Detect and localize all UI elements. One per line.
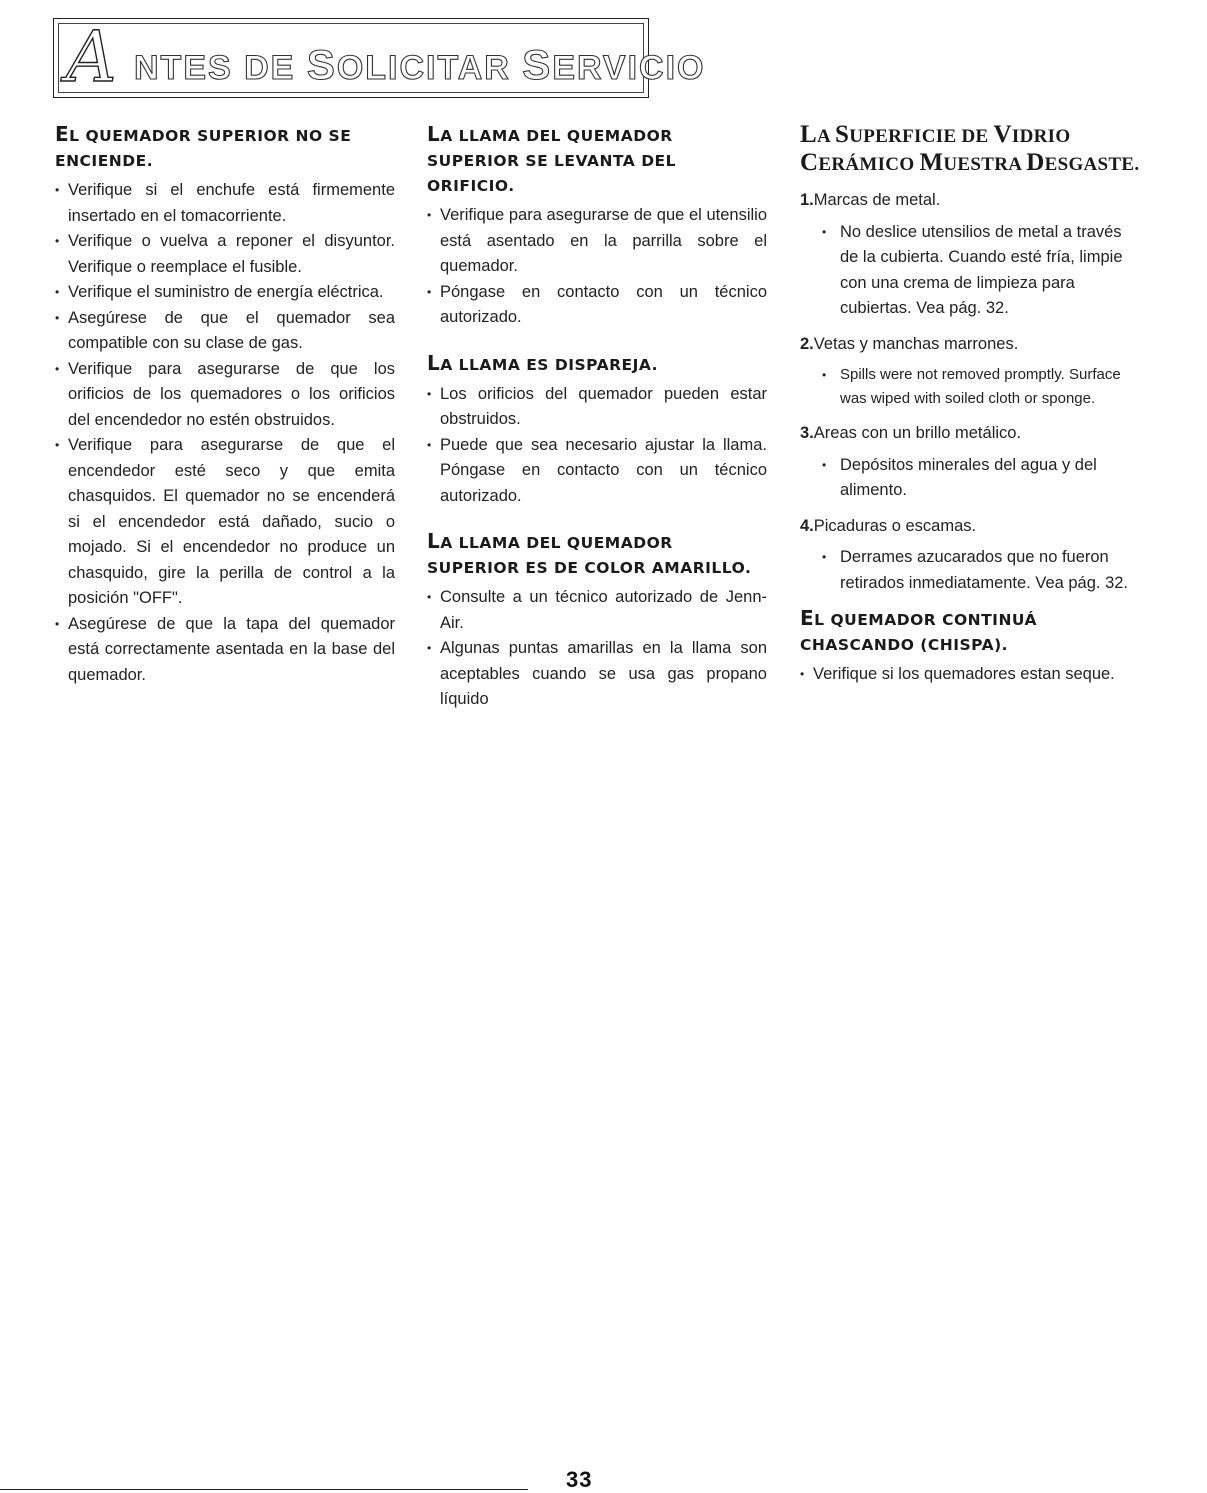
numbered-item: 3.Areas con un brillo metálico. [800,424,1022,442]
list-item: • Verifique o vuelva a reponer el disyuntor. Verifique o reemplace el fusible. [55,229,395,280]
page-number: 33 [566,1467,593,1492]
section-heading-flame-yellow: LA LLAMA DEL QUEMADOR SUPERIOR ES DE COLOR AMARILLO. [427,529,752,577]
list-item: • Póngase en contacto con un técnico autorizado. [427,280,767,331]
section-heading-keeps-clicking: EL QUEMADOR CONTINUÁ CHASCANDO (CHISPA). [800,606,1038,654]
sub-bullet-list [800,453,1140,504]
column-middle [427,122,767,733]
list-item: • Verifique para asegurarse de que el encendedor esté seco y que emita chasquidos. El quemador no se encenderá si el encendedor está dañado, sucio o mojado. Si el encendedor no produce un chasquido, gire la perilla de control a la posición "OFF". [55,433,395,612]
section-heading-glass-surface-wear: LA SUPERFICIE DE VIDRIO CERÁMICO MUESTRA DESGASTE. [800,121,1140,176]
numbered-item: 1.Marcas de metal. [800,191,941,209]
title-cap-3: S [522,41,553,88]
section-heading-flame-uneven: LA LLAMA ES DISPAREJA. [427,350,659,375]
bullet-list [800,662,1140,688]
numbered-item: 4.Picaduras o escamas. [800,516,977,535]
bullet-list [427,382,767,510]
list-item: • No deslice utensilios de metal a través de la cubierta. Cuando esté fría, limpie con una crema de limpieza para cubiertas. Vea pág. 32. [822,220,1140,322]
title-part-1: NTES DE [134,49,307,87]
title-cap-2: S [306,41,337,88]
bullet-list [55,178,395,688]
page-title-box [53,16,706,98]
list-item: • Asegúrese de que la tapa del quemador está correctamente asentada en la base del quemador. [55,612,395,689]
footer-rule [0,1489,528,1490]
column-left [55,122,395,708]
list-item: • Consulte a un técnico autorizado de Jenn-Air. [427,585,767,636]
bullet-list [427,585,767,713]
column-right [800,122,1140,708]
list-item: • Los orificios del quemador pueden estar obstruidos. [427,382,767,433]
list-item: • Algunas puntas amarillas en la llama son aceptables cuando se usa gas propano líquido [427,636,767,713]
sub-bullet-list [800,220,1140,322]
numbered-item: 2.Vetas y manchas marrones. [800,334,1019,353]
list-item: • Verifique si el enchufe está firmemente insertado en el tomacorriente. [55,178,395,229]
section-heading-burner-not-lighting: EL QUEMADOR SUPERIOR NO SE ENCIENDE. [55,122,352,170]
title-initial-letter: A [66,16,117,98]
list-item: • Verifique para asegurarse de que el utensilio está asentado en la parrilla sobre el quemador. [427,203,767,280]
list-item: • Puede que sea necesario ajustar la llama. Póngase en contacto con un técnico autorizado. [427,433,767,510]
list-item: • Verifique para asegurarse de que los orificios de los quemadores o los orificios del encendedor no estén obstruidos. [55,357,395,434]
list-item: • Depósitos minerales del agua y del alimento. [822,453,1140,504]
title-part-2: OLICITAR [336,49,523,87]
bullet-list [427,203,767,331]
list-item: • Verifique el suministro de energía eléctrica. [55,280,395,306]
sub-bullet-list [800,545,1140,596]
page-title [134,41,706,88]
list-item: • Spills were not removed promptly. Surface was wiped with soiled cloth or sponge. [822,363,1140,411]
title-part-3: ERVICIO [552,49,706,87]
sub-bullet-list [800,363,1140,411]
list-item: • Derrames azucarados que no fueron retirados inmediatamente. Vea pág. 32. [822,545,1140,596]
list-item: • Asegúrese de que el quemador sea compatible con su clase de gas. [55,306,395,357]
list-item: • Verifique si los quemadores estan seque. [800,662,1140,688]
section-heading-flame-lifts: LA LLAMA DEL QUEMADOR SUPERIOR SE LEVANTA DEL ORIFICIO. [427,122,677,195]
